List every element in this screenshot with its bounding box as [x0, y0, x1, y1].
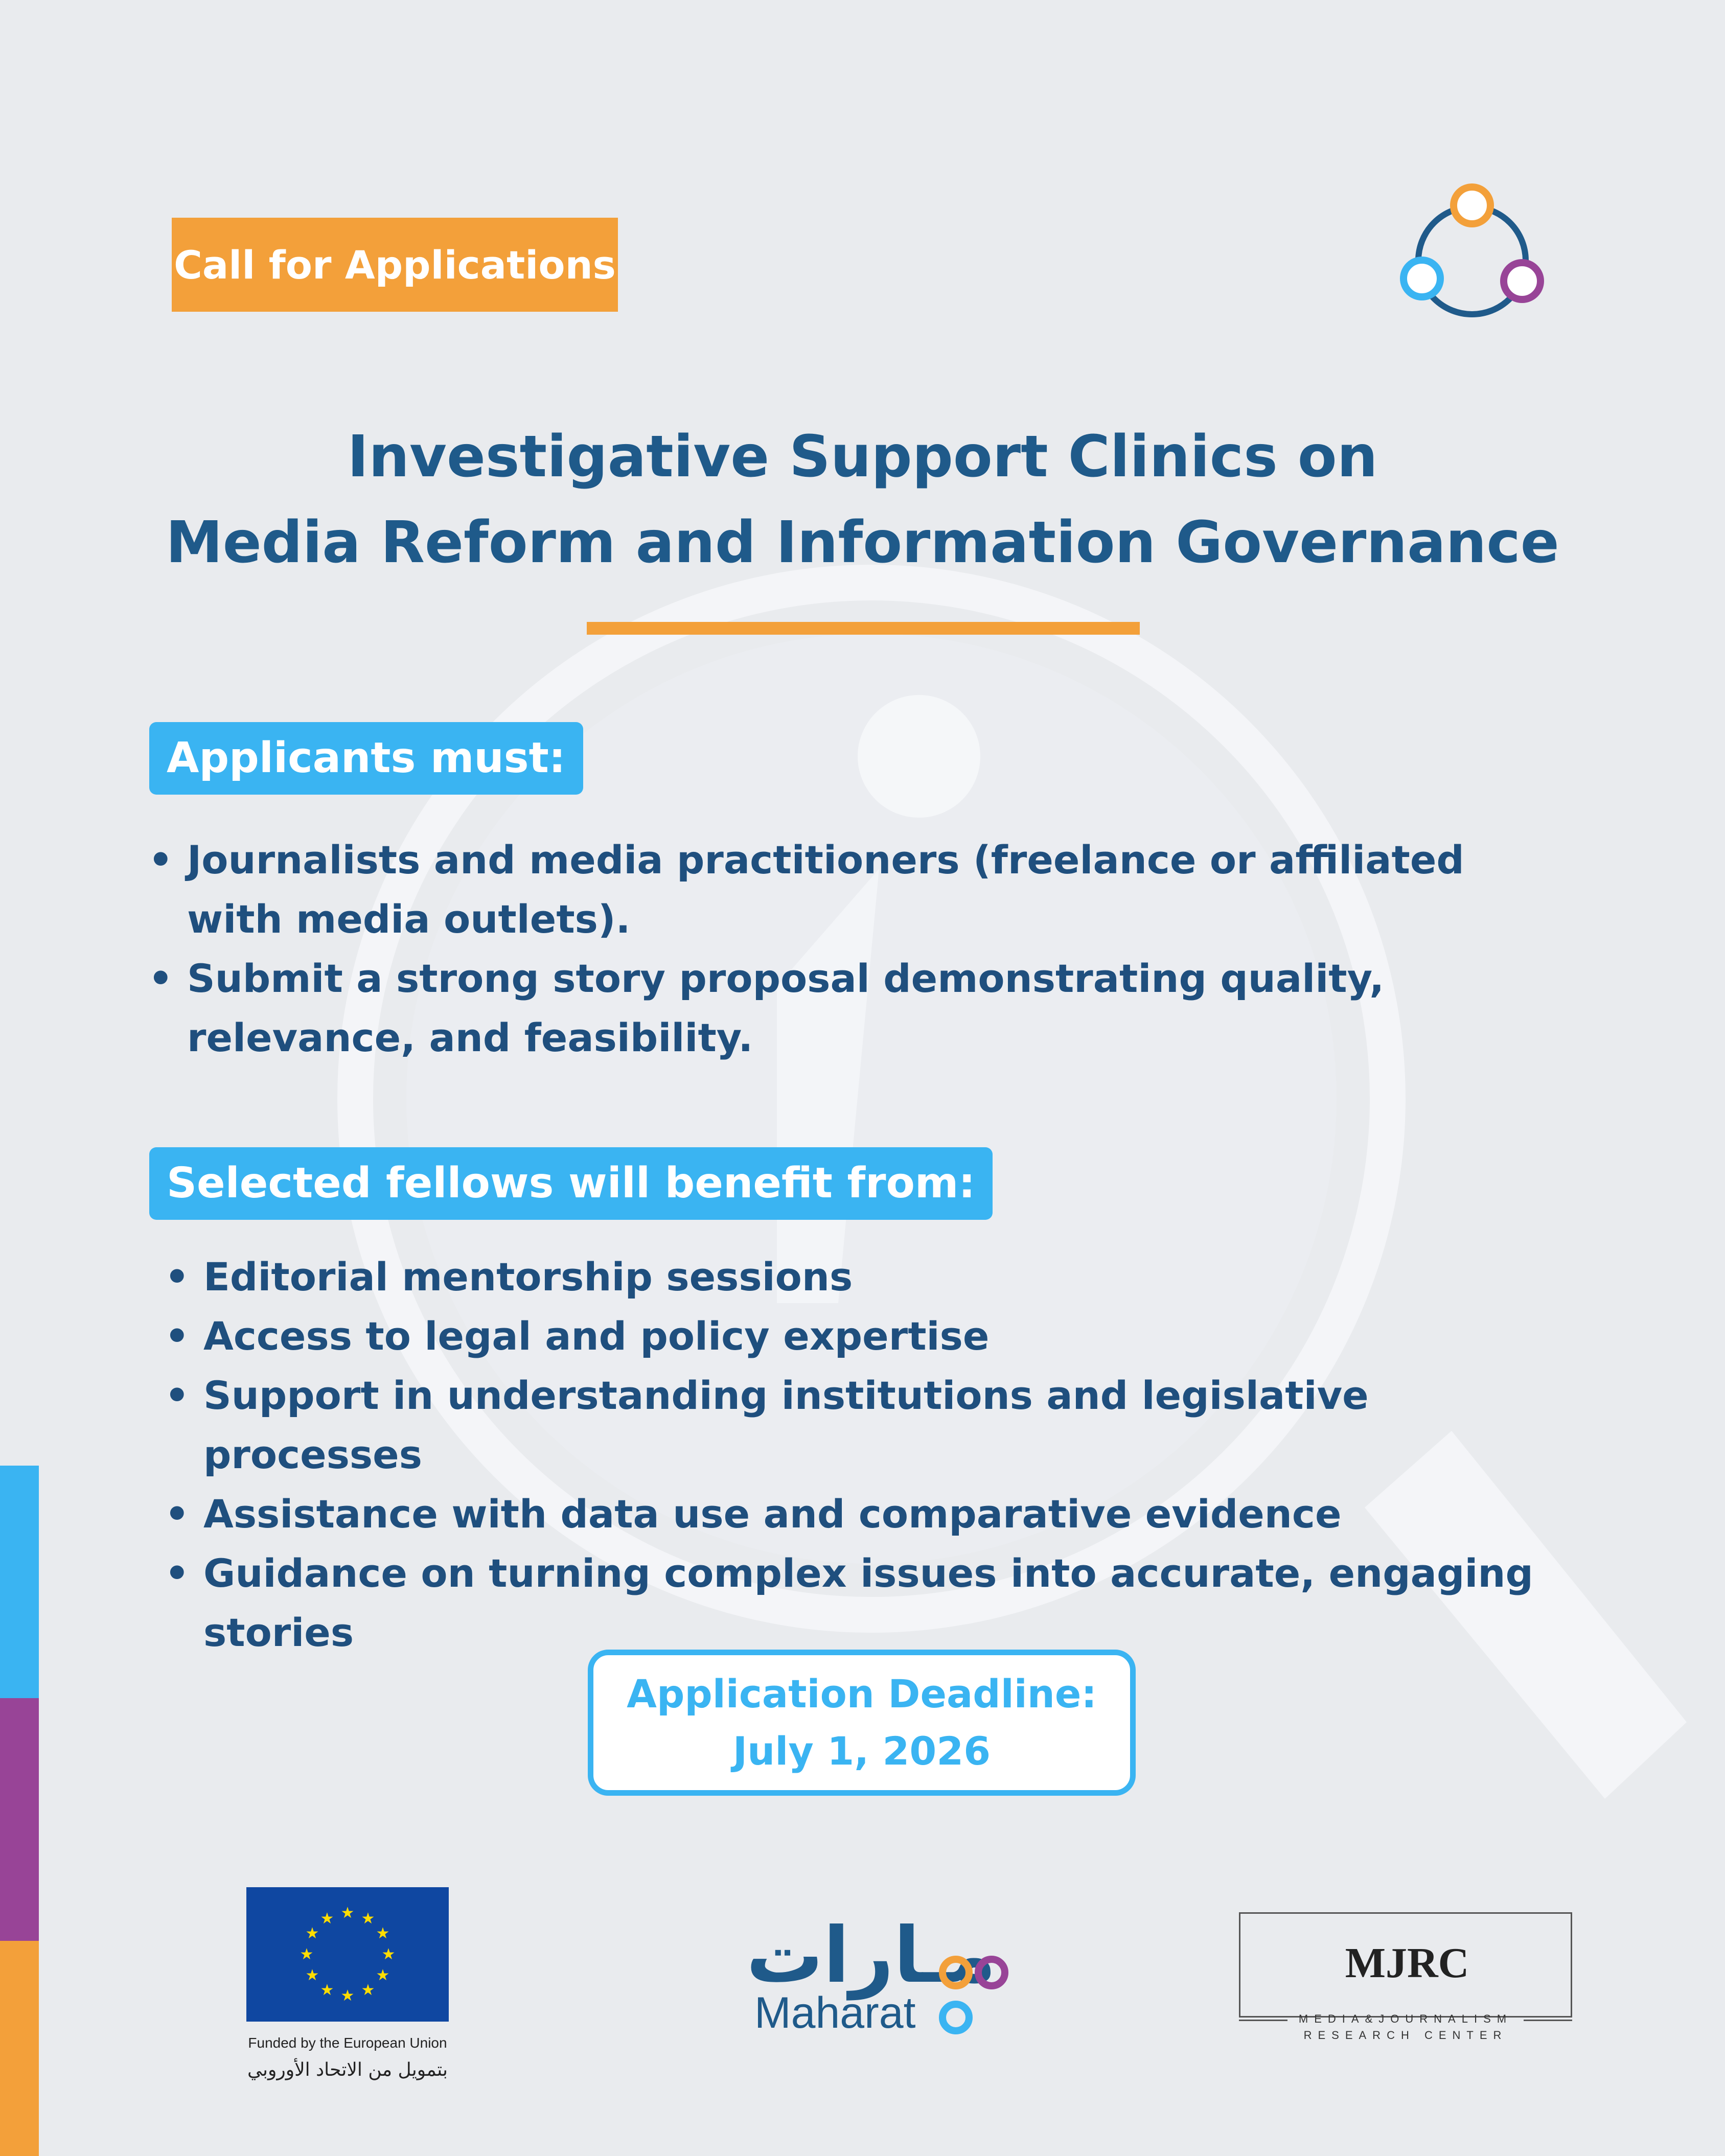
side-accent-purple	[0, 1698, 39, 1941]
list-item: • Editorial mentorship sessions	[165, 1247, 1550, 1307]
svg-text:★: ★	[361, 1981, 375, 1999]
mjrc-subtitle-line-2: RESEARCH CENTER	[1303, 2029, 1508, 2042]
mjrc-logo	[1239, 1912, 1572, 2018]
mjrc-subtitle-line-1: MEDIA&JOURNALISM	[1298, 2012, 1513, 2025]
page-title	[0, 414, 1725, 586]
svg-text:★: ★	[320, 1981, 334, 1999]
list-item: • Assistance with data use and comparative evidence	[165, 1485, 1550, 1544]
eligibility-heading: Applicants must:	[149, 722, 583, 795]
benefits-list	[165, 1247, 1550, 1662]
svg-text:★: ★	[376, 1925, 390, 1942]
list-item: • Guidance on turning complex issues into accurate, engaging stories	[165, 1544, 1550, 1662]
side-accent-orange	[0, 1941, 39, 2156]
svg-text:★: ★	[305, 1925, 319, 1942]
list-item: • Support in understanding institutions and legislative processes	[165, 1366, 1550, 1485]
svg-text:★: ★	[340, 1904, 355, 1922]
svg-text:★: ★	[300, 1945, 314, 1963]
list-item: • Submit a strong story proposal demonstrating quality, relevance, and feasibility.	[148, 949, 1559, 1068]
svg-text:★: ★	[305, 1966, 319, 1984]
three-circles-logo	[1395, 179, 1549, 327]
eu-flag-icon	[246, 1887, 449, 2022]
title-line-2: Media Reform and Information Governance	[166, 509, 1559, 576]
deadline-box	[588, 1650, 1136, 1796]
svg-text:★: ★	[361, 1910, 375, 1928]
maharat-circles-icon	[935, 1952, 1027, 2044]
benefits-heading: Selected fellows will benefit from:	[149, 1147, 993, 1220]
list-item: • Journalists and media practitioners (freelance or affiliated with media outlets).	[148, 830, 1559, 949]
svg-text:★: ★	[320, 1910, 334, 1928]
call-for-applications-badge: Call for Applications	[172, 218, 618, 312]
maharat-logo-arabic: مـارات	[746, 1911, 996, 2000]
svg-text:★: ★	[340, 1987, 355, 2005]
title-line-1: Investigative Support Clinics on	[347, 424, 1378, 490]
maharat-logo-english: Maharat	[754, 1988, 916, 2037]
eu-caption-ar: بتمويل من الاتحاد الأوروبي	[247, 2059, 448, 2080]
svg-text:★: ★	[381, 1945, 396, 1963]
deadline-date: July 1, 2026	[732, 1728, 991, 1774]
eu-caption-en: Funded by the European Union	[248, 2035, 447, 2051]
maharat-logo	[741, 1911, 1027, 2049]
eligibility-list	[148, 830, 1559, 1068]
mjrc-name: MJRC	[1345, 1939, 1469, 1987]
side-accent-blue	[0, 1466, 39, 1698]
svg-text:★: ★	[376, 1966, 390, 1984]
list-item: • Access to legal and policy expertise	[165, 1307, 1550, 1366]
title-divider	[587, 622, 1140, 635]
deadline-label: Application Deadline:	[627, 1671, 1097, 1717]
